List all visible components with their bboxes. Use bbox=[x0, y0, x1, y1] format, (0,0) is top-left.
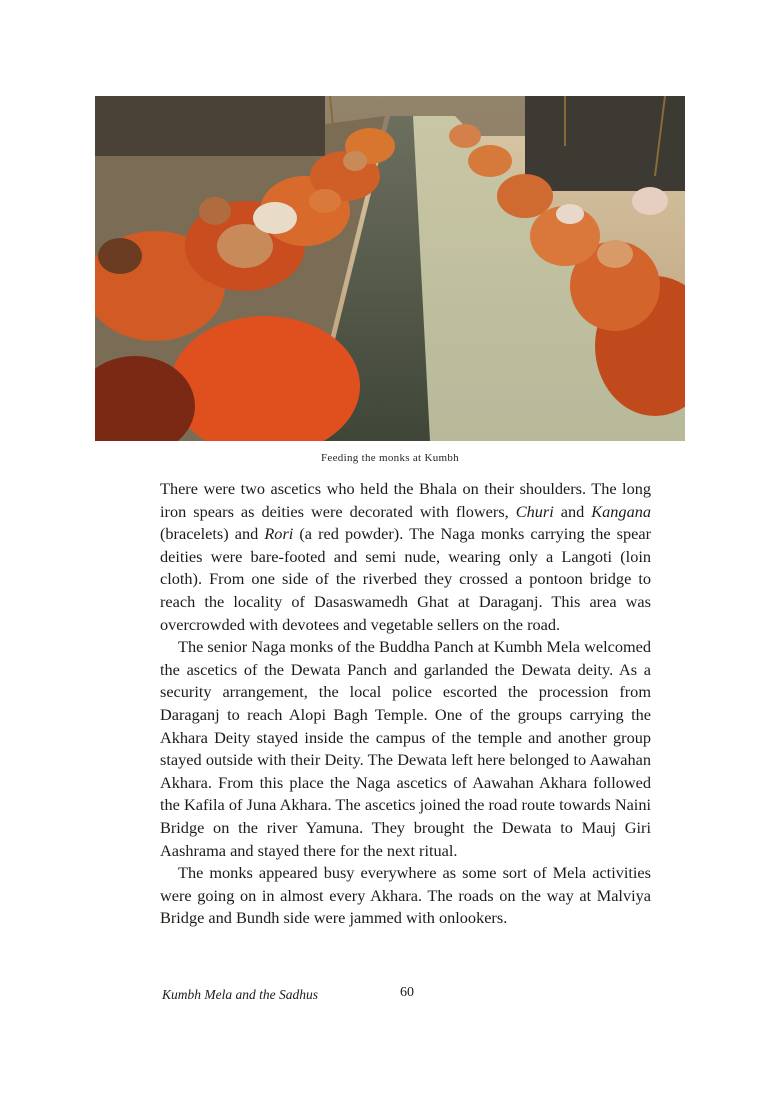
body-text bbox=[160, 478, 651, 930]
paragraph-3: The monks appeared busy everywhere as some sort of Mela activities were going on in almost every Akhara. The roads on the way at Malviya Bridge and Bundh side were jammed with onlookers. bbox=[160, 863, 651, 928]
text-run: and bbox=[553, 501, 592, 521]
italic-term: Kangana bbox=[591, 501, 651, 521]
text-run: (a red powder). The Naga monks carrying the spear deities were bare-footed and semi nude, wearing only a Langoti (loin cloth). From one side of the riverbed they crossed a pontoon bridge to reach the locality of Dasaswamedh Ghat at Daraganj. This area was overcrowded with devotees and vegetable sellers on the road. bbox=[160, 524, 652, 634]
book-title: Kumbh Mela and the Sadhus bbox=[162, 987, 318, 1002]
photo-caption: Feeding the monks at Kumbh bbox=[321, 452, 459, 464]
paragraph-1 bbox=[160, 478, 651, 636]
feeding-monks-photo bbox=[95, 96, 685, 441]
text-run: (bracelets) and bbox=[160, 524, 265, 544]
page-number: 60 bbox=[400, 985, 414, 1000]
italic-term: Churi bbox=[515, 501, 554, 521]
text-run: There were two ascetics who held the Bhala on their shoulders. The long iron spears as deities were decorated with flowers, bbox=[160, 479, 651, 521]
paragraph-2: The senior Naga monks of the Buddha Panch at Kumbh Mela welcomed the ascetics of the Dewata Panch and garlanded the Dewata deity. As a security arrangement, the local police escorted the procession from Daraganj to reach Alopi Bagh Temple. One of the groups carrying the Akhara Deity stayed inside the campus of the temple and another group stayed outside with their Deity. The Dewata left here belonged to Aawahan Akhara. From this place the Naga ascetics of Aawahan Akhara followed the Kafila of Juna Akhara. The ascetics joined the road route towards Naini Bridge on the river Yamuna. They brought the Dewata to Mauj Giri Aashrama and stayed there for the next ritual. bbox=[160, 637, 651, 860]
italic-term: Rori bbox=[264, 524, 294, 544]
